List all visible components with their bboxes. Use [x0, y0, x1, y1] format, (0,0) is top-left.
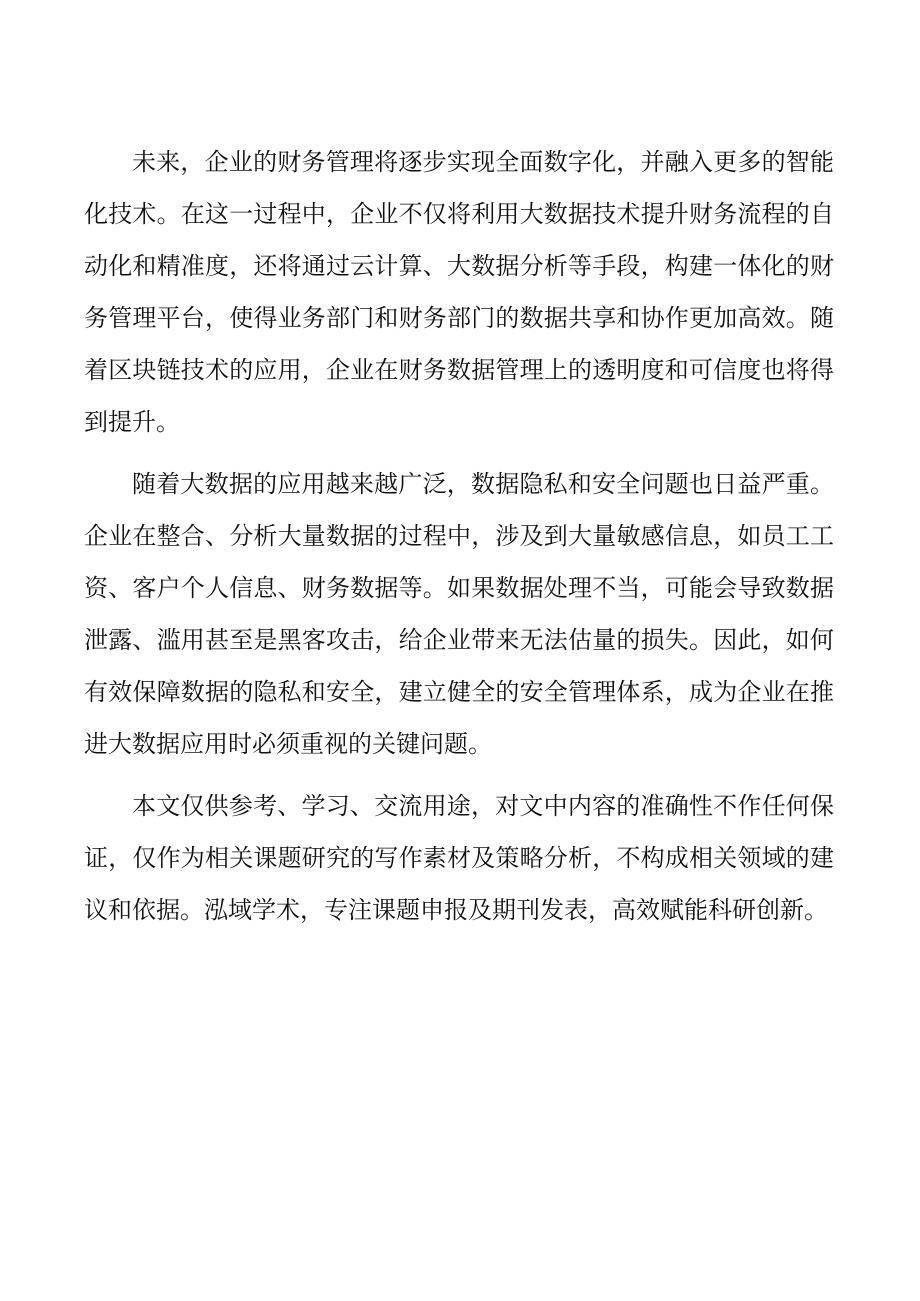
paragraph-future-digitalization: 未来，企业的财务管理将逐步实现全面数字化，并融入更多的智能化技术。在这一过程中，企业不仅将利用大数据技术提升财务流程的自动化和精准度，还将通过云计算、大数据分析等手段，构建一体化的财务管理平台，使得业务部门和财务部门的数据共享和协作更加高效。随着区块链技术的应用，企业在财务数据管理上的透明度和可信度也将得到提升。 [84, 148, 834, 436]
paragraph-data-privacy-security: 随着大数据的应用越来越广泛，数据隐私和安全问题也日益严重。企业在整合、分析大量数据的过程中，涉及到大量敏感信息，如员工工资、客户个人信息、财务数据等。如果数据处理不当，可能会导致数据泄露、滥用甚至是黑客攻击，给企业带来无法估量的损失。因此，如何有效保障数据的隐私和安全，建立健全的安全管理体系，成为企业在推进大数据应用时必须重视的关键问题。 [84, 470, 834, 758]
paragraph-disclaimer: 本文仅供参考、学习、交流用途，对文中内容的准确性不作任何保证，仅作为相关课题研究的写作素材及策略分析，不构成相关领域的建议和依据。泓域学术，专注课题申报及期刊发表，高效赋能科研创新。 [84, 792, 834, 924]
document-body [84, 136, 834, 946]
